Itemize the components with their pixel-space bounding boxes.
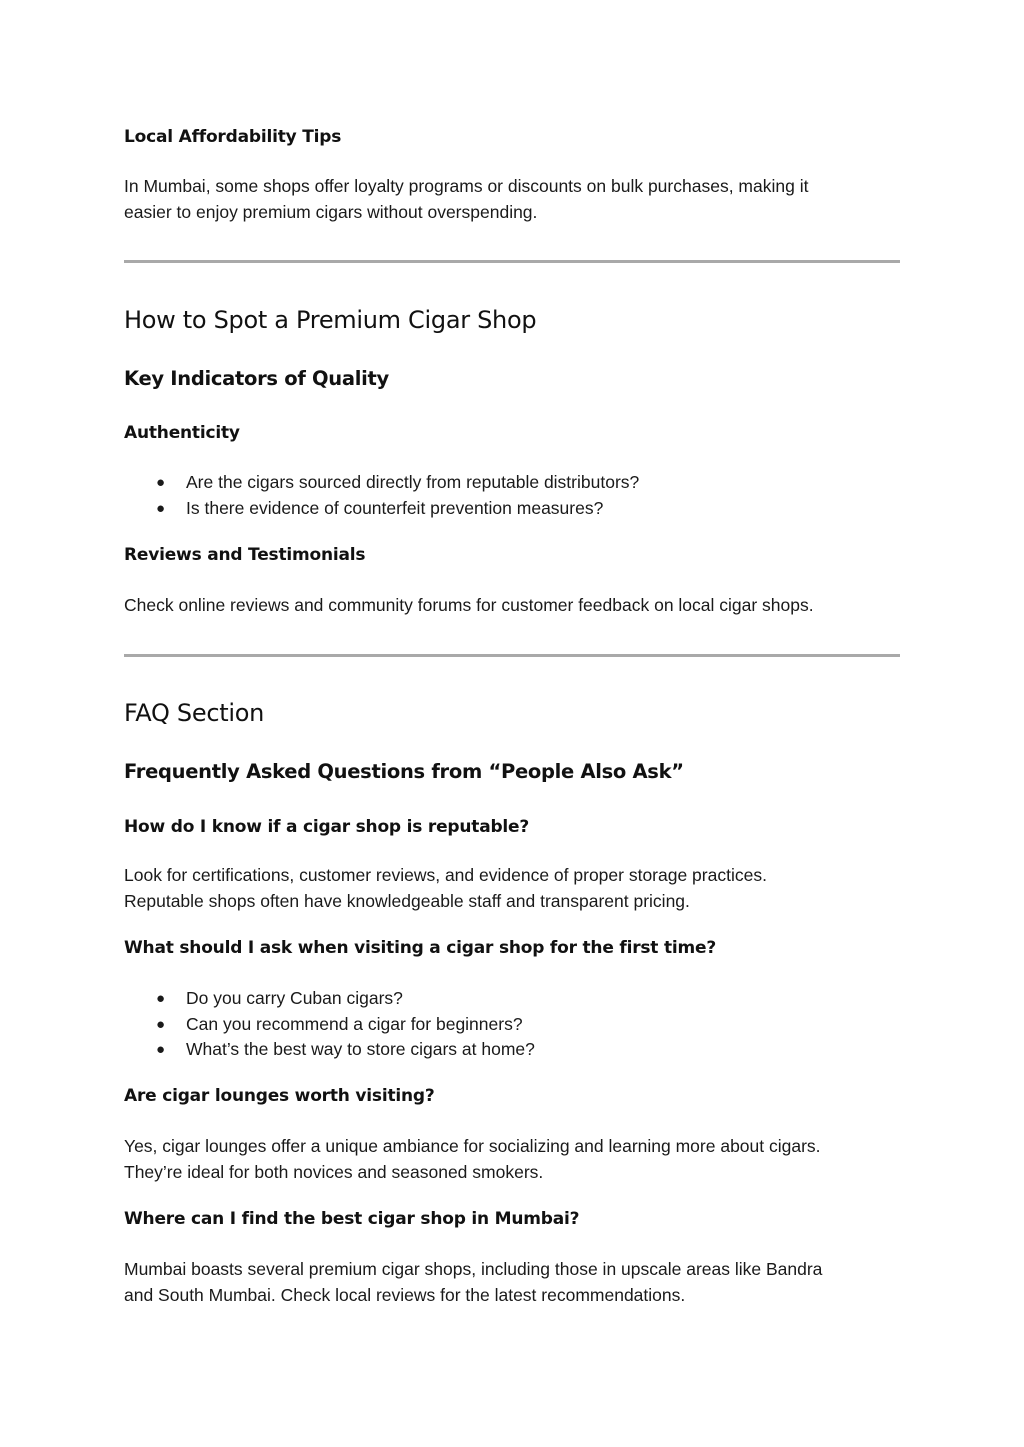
faq-question-3: Are cigar lounges worth visiting? xyxy=(124,1086,435,1106)
affordability-heading: Local Affordability Tips xyxy=(124,127,342,147)
faq-question-4: Where can I find the best cigar shop in Mumbai? xyxy=(124,1209,580,1229)
list-item xyxy=(124,1037,535,1063)
faq-answer-4 xyxy=(124,1257,822,1308)
list-item xyxy=(124,496,639,522)
bullet-icon: ● xyxy=(156,474,166,491)
bullet-icon: ● xyxy=(156,499,166,517)
faq-question-1: How do I know if a cigar shop is reputable? xyxy=(124,817,530,837)
bullet-icon: ● xyxy=(156,1015,166,1033)
list-item-text: Are the cigars sourced directly from reputable distributors? xyxy=(186,472,640,492)
paragraph-line: In Mumbai, some shops offer loyalty programs or discounts on bulk purchases, making it xyxy=(124,176,809,196)
list-item xyxy=(124,470,639,496)
list-item-text: Is there evidence of counterfeit prevention measures? xyxy=(186,497,604,518)
list-item-text: Can you recommend a cigar for beginners? xyxy=(186,1013,523,1034)
reviews-paragraph: Check online reviews and community forums for customer feedback on local cigar shops. xyxy=(124,595,814,615)
faq-answer-1 xyxy=(124,863,767,914)
authenticity-bullet-list xyxy=(124,470,639,521)
paragraph-line: Look for certifications, customer reviews, and evidence of proper storage practices. xyxy=(124,865,767,885)
paragraph-line: They’re ideal for both novices and seasoned smokers. xyxy=(124,1161,544,1182)
list-item-text: Do you carry Cuban cigars? xyxy=(186,988,403,1008)
section-divider xyxy=(124,654,900,657)
paragraph-line: and South Mumbai. Check local reviews for the latest recommendations. xyxy=(124,1284,686,1305)
spot-section-title: How to Spot a Premium Cigar Shop xyxy=(124,306,537,334)
paragraph-line: easier to enjoy premium cigars without overspending. xyxy=(124,201,538,222)
bullet-icon: ● xyxy=(156,990,166,1007)
faq-section-subtitle: Frequently Asked Questions from “People Also Ask” xyxy=(124,760,684,783)
affordability-paragraph xyxy=(124,174,808,225)
paragraph-line: Yes, cigar lounges offer a unique ambiance for socializing and learning more about cigars. xyxy=(124,1136,821,1156)
paragraph-line: Reputable shops often have knowledgeable staff and transparent pricing. xyxy=(124,890,690,911)
list-item xyxy=(124,986,535,1012)
section-divider xyxy=(124,260,900,263)
paragraph-line: Mumbai boasts several premium cigar shops, including those in upscale areas like Bandra xyxy=(124,1259,823,1279)
faq-question-2: What should I ask when visiting a cigar shop for the first time? xyxy=(124,938,717,958)
list-item xyxy=(124,1012,535,1038)
authenticity-heading: Authenticity xyxy=(124,423,240,443)
faq-section-title: FAQ Section xyxy=(124,699,264,727)
reviews-heading: Reviews and Testimonials xyxy=(124,545,366,565)
spot-section-subtitle: Key Indicators of Quality xyxy=(124,367,389,390)
faq-answer-3 xyxy=(124,1134,821,1185)
list-item-text: What’s the best way to store cigars at home? xyxy=(186,1039,535,1059)
bullet-icon: ● xyxy=(156,1041,166,1058)
faq-question-2-bullet-list xyxy=(124,986,535,1063)
